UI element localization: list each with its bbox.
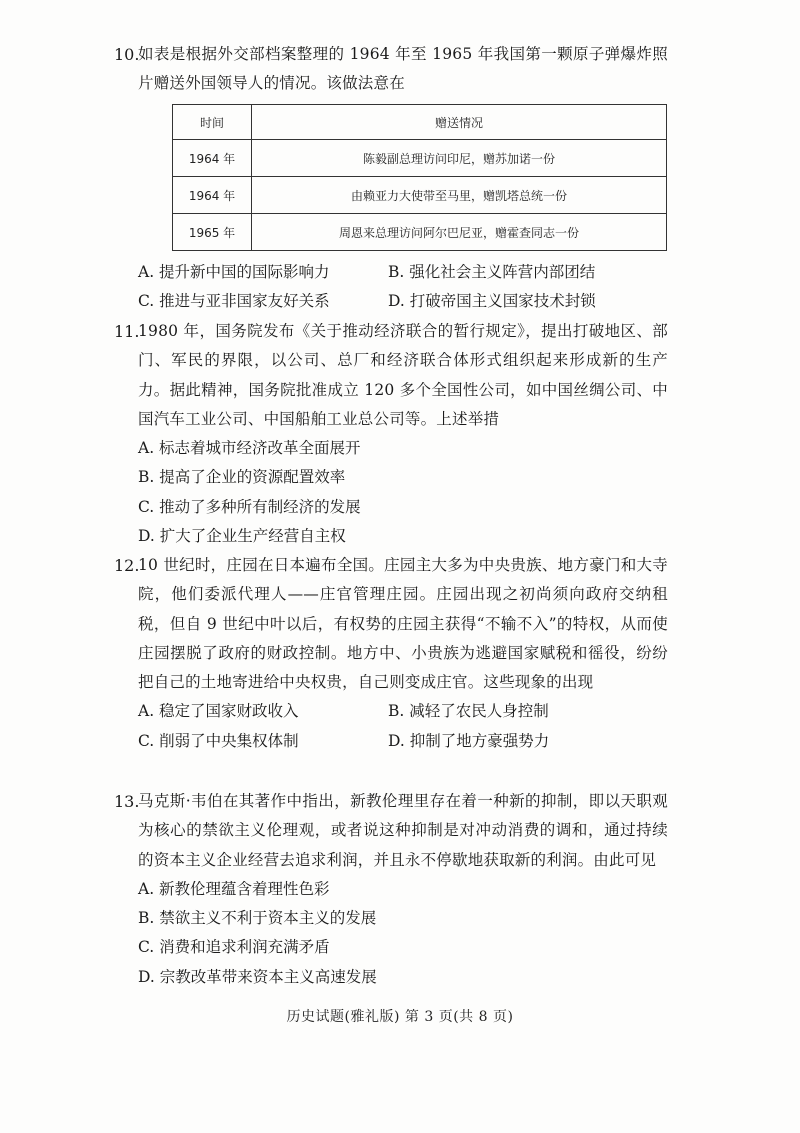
question-11 <box>114 317 668 551</box>
table-header-time: 时间 <box>173 105 252 140</box>
question-10 <box>114 40 668 99</box>
option-a: A. 提升新中国的国际影响力 <box>138 263 330 281</box>
question-stem: 10 世纪时，庄园在日本遍布全国。庄园主大多为中央贵族、地方豪门和大寺院，他们委派代理人——庄官管理庄园。庄园出现之初尚须向政府交纳租税，但自 9 世纪中叶以后，有权势的庄园主获得“不输不入”的特权，从而使庄园摆脱了政府的财政控制。地方中、小贵族为逃避国家赋税和徭役，纷纷把自己的土地寄进给中央权贵，自己则变成庄官。这些现象的出现 <box>138 556 668 692</box>
table-cell: 由赖亚力大使带至马里，赠凯塔总统一份 <box>252 177 667 214</box>
option-d: D. 抑制了地方豪强势力 <box>388 731 550 750</box>
table-header-gift: 赠送情况 <box>252 105 667 140</box>
table-row <box>173 140 667 177</box>
option-a: A. 稳定了国家财政收入 <box>138 702 299 721</box>
option-a: A. 标志着城市经济改革全面展开 <box>138 439 361 458</box>
table-row <box>173 214 667 251</box>
table-header-row <box>173 105 667 140</box>
question-number: 10. <box>114 45 140 64</box>
option-d: D. 扩大了企业生产经营自主权 <box>138 527 346 546</box>
page-footer: 历史试题(雅礼版) 第 3 页(共 8 页) <box>286 1009 514 1025</box>
option-d: D. 宗教改革带来资本主义高速发展 <box>138 967 377 986</box>
option-d: D. 打破帝国主义国家技术封锁 <box>388 292 596 311</box>
question-10-options <box>138 258 668 317</box>
question-stem: 马克斯·韦伯在其著作中指出，新教伦理里存在着一种新的抑制，即以天职观为核心的禁欲主义伦理观，或者说这种抑制是对冲动消费的调和，通过持续的资本主义企业经营去追求利润，并且永不停歇地获取新的利润。由此可见 <box>138 792 668 869</box>
question-number: 13. <box>114 792 140 811</box>
table-cell: 1964 年 <box>173 140 252 177</box>
option-a: A. 新教伦理蕴含着理性色彩 <box>138 879 330 898</box>
question-stem: 如表是根据外交部档案整理的 1964 年至 1965 年我国第一颗原子弹爆炸照片赠送外国领导人的情况。该做法意在 <box>138 45 668 93</box>
question-12 <box>114 551 668 756</box>
table-cell: 周恩来总理访问阿尔巴尼亚，赠霍查同志一份 <box>252 214 667 251</box>
option-b: B. 减轻了农民人身控制 <box>388 702 549 721</box>
table-cell: 陈毅副总理访问印尼，赠苏加诺一份 <box>252 140 667 177</box>
gift-table <box>172 104 667 251</box>
table-cell: 1965 年 <box>173 214 252 251</box>
option-b: B. 提高了企业的资源配置效率 <box>138 468 346 487</box>
option-c: C. 推动了多种所有制经济的发展 <box>138 497 361 516</box>
question-13 <box>114 787 668 992</box>
question-number: 11. <box>114 322 140 341</box>
table-cell: 1964 年 <box>173 177 252 214</box>
option-c: C. 消费和追求利润充满矛盾 <box>138 938 330 957</box>
option-c: C. 削弱了中央集权体制 <box>138 731 299 750</box>
question-stem: 1980 年，国务院发布《关于推动经济联合的暂行规定》，提出打破地区、部门、军民的界限，以公司、总厂和经济联合体形式组织起来形成新的生产力。据此精神，国务院批准成立 120 多个全国性公司，如中国丝绸公司、中国汽车工业公司、中国船舶工业总公司等。上述举措 <box>138 322 668 428</box>
option-c: C. 推进与亚非国家友好关系 <box>138 292 330 311</box>
option-b: B. 强化社会主义阵营内部团结 <box>388 263 596 281</box>
table-row <box>173 177 667 214</box>
option-b: B. 禁欲主义不利于资本主义的发展 <box>138 909 377 928</box>
question-number: 12. <box>114 556 140 575</box>
